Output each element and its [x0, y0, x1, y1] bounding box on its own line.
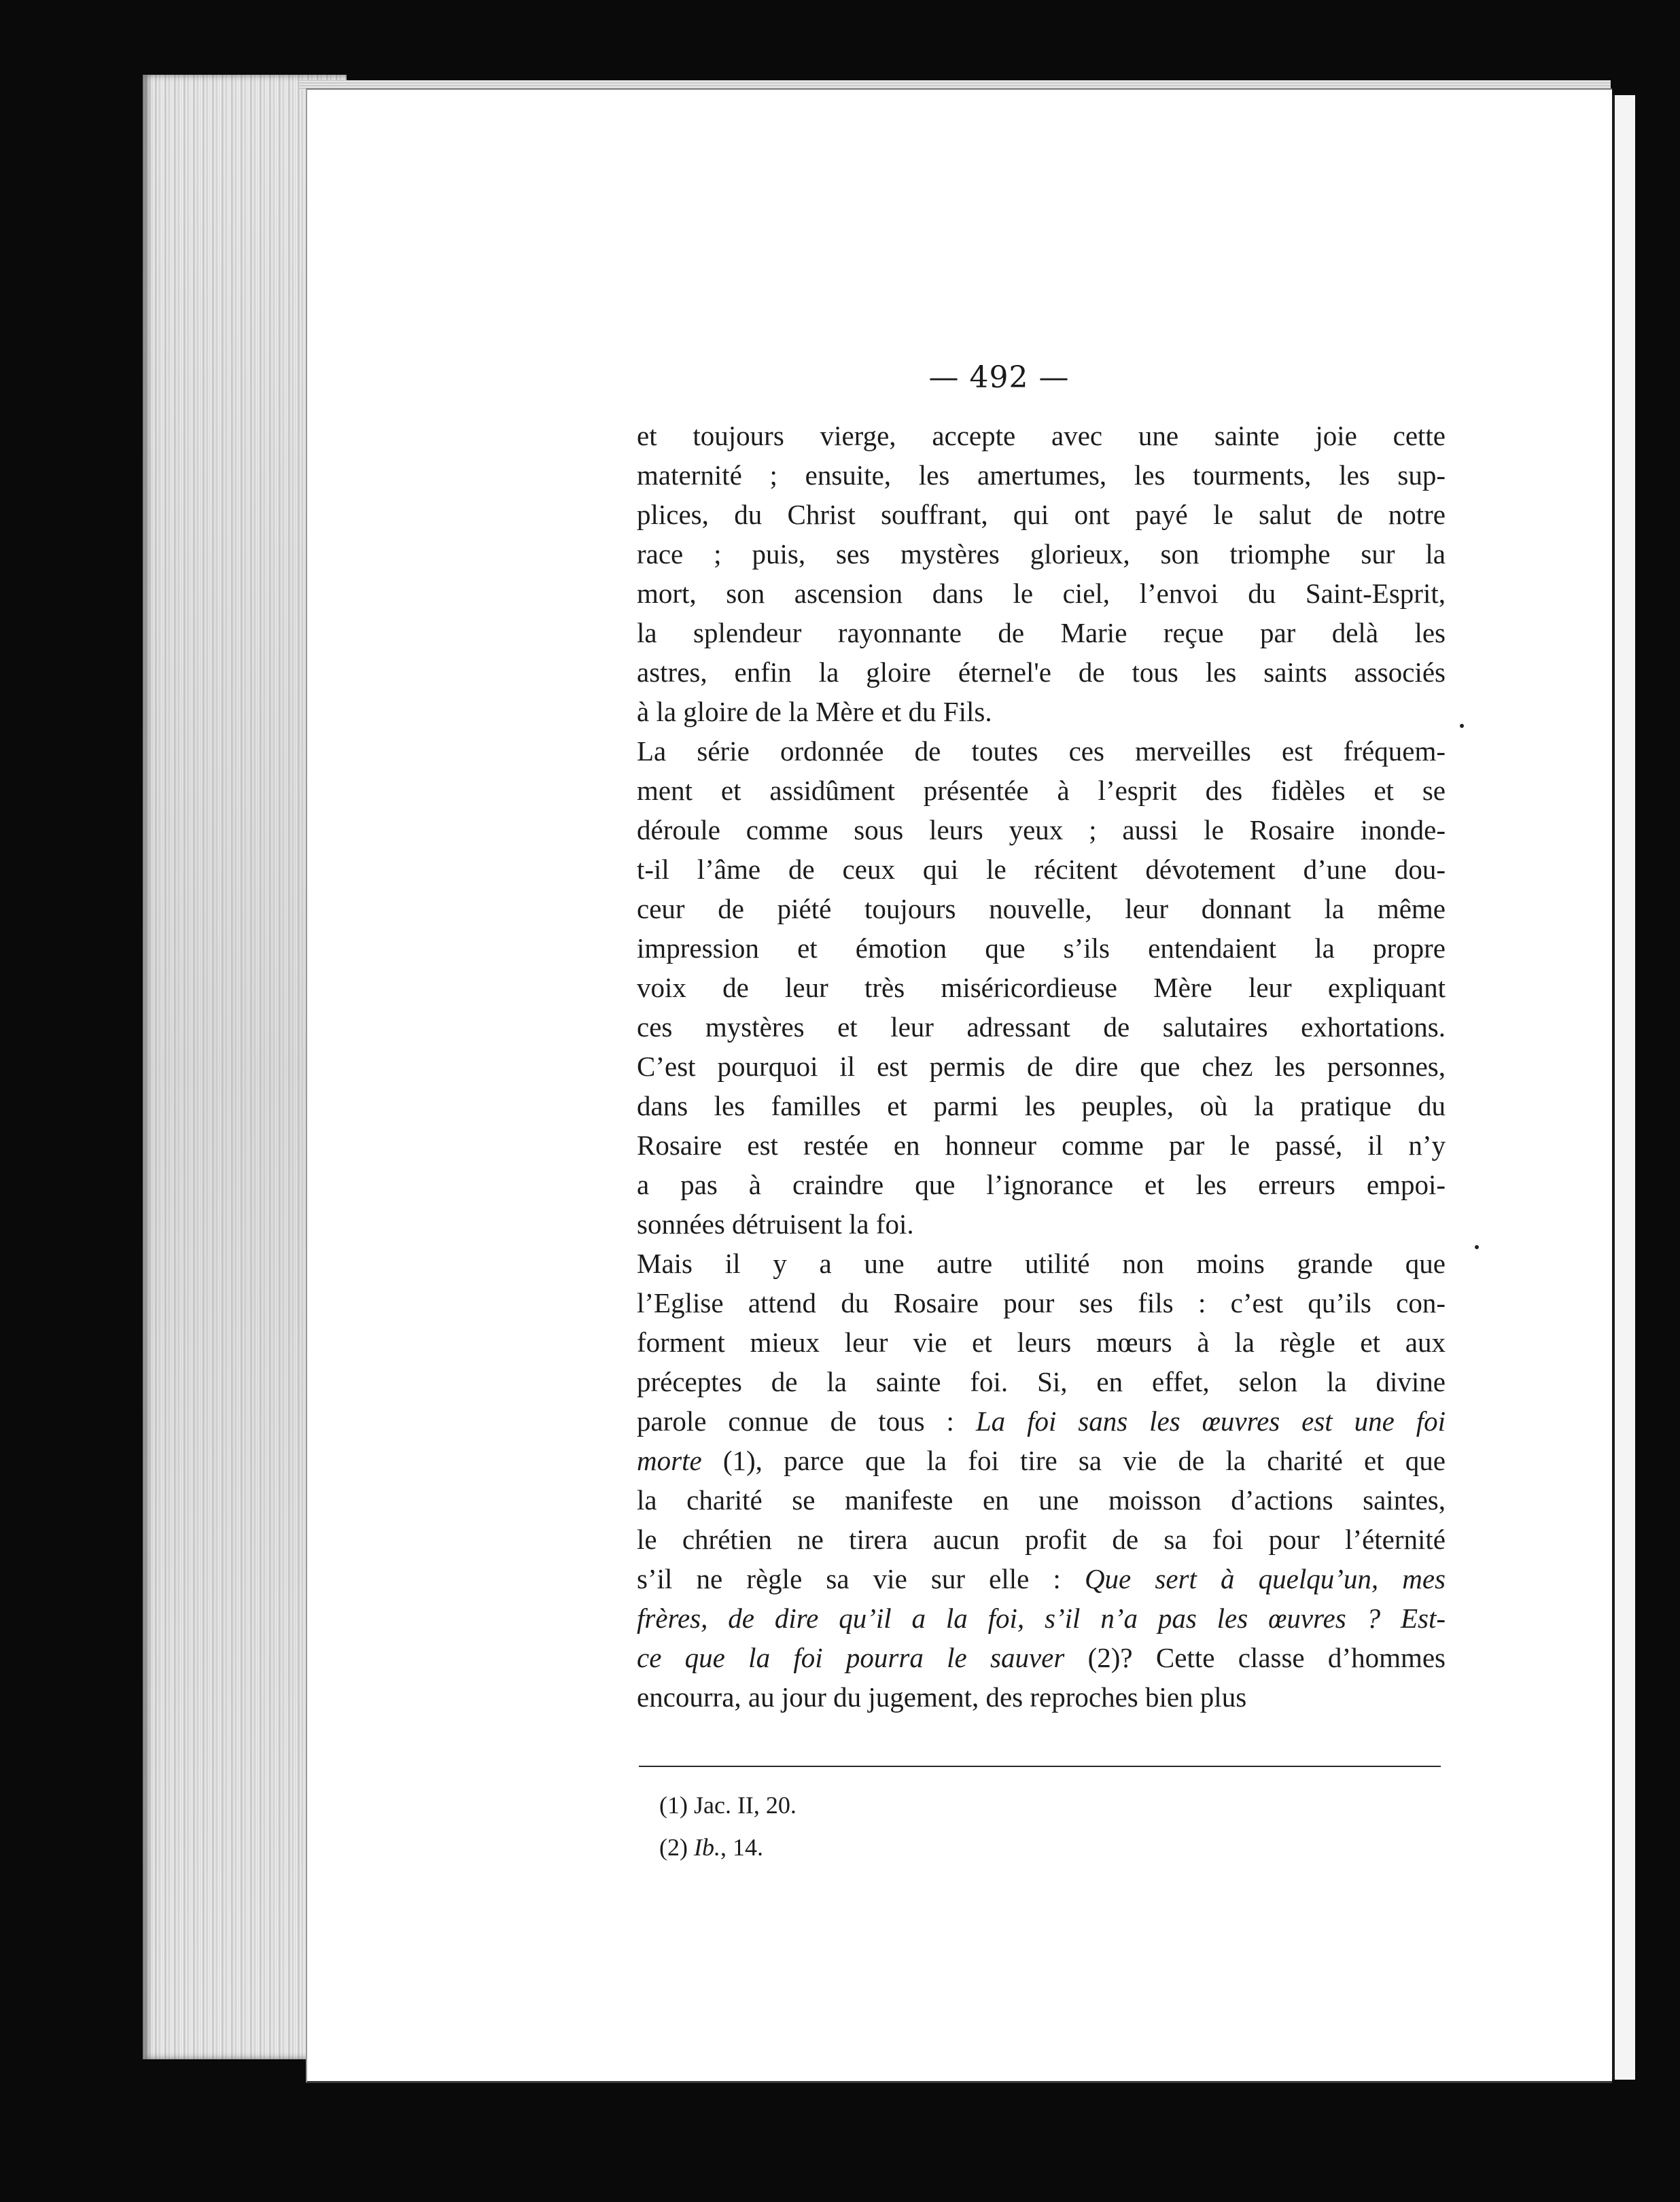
text-line: [637, 1244, 1446, 1283]
italic-text: Que sert à quelqu’un, mes: [1084, 1563, 1446, 1594]
scan-speck: [1475, 1245, 1479, 1249]
text-line: [637, 771, 1446, 810]
text-run: et toujours vierge, accepte avec une sainte joie cette: [637, 420, 1446, 451]
text-run: déroule comme sous leurs yeux ; aussi le Rosaire inonde-: [637, 814, 1446, 845]
text-run: voix de leur très miséricordieuse Mère leur expliquant: [637, 972, 1446, 1003]
text-line: [637, 731, 1446, 771]
text-line: [637, 1480, 1446, 1520]
text-run: parole connue de tous :: [637, 1405, 976, 1437]
text-line: [637, 928, 1446, 968]
text-line: [637, 455, 1446, 495]
text-line: [637, 1441, 1446, 1480]
text-run: sonnées détruisent la foi.: [637, 1208, 914, 1240]
text-line: [637, 1638, 1446, 1677]
footnote: [659, 1826, 797, 1868]
text-run: plices, du Christ souffrant, qui ont payé le salut de notre: [637, 499, 1446, 530]
text-run: la charité se manifeste en une moisson d’actions saintes,: [637, 1484, 1446, 1516]
text-line: [637, 534, 1446, 574]
text-line: [637, 1086, 1446, 1125]
text-run: le chrétien ne tirera aucun profit de sa foi pour l’éternité: [637, 1524, 1446, 1555]
italic-text: La foi sans les œuvres est une foi: [975, 1405, 1446, 1437]
text-line: [637, 1401, 1446, 1441]
italic-text: frères, de dire qu’il a la foi, s’il n’a pas les œuvres ? Est-: [637, 1603, 1446, 1634]
scan-speck: [1460, 724, 1464, 728]
text-run: maternité ; ensuite, les amertumes, les tourments, les sup-: [637, 459, 1446, 491]
text-line: [637, 1283, 1446, 1323]
text-line: [637, 1165, 1446, 1204]
italic-text: Ib.: [693, 1834, 720, 1861]
text-run: préceptes de la sainte foi. Si, en effet, selon la divine: [637, 1366, 1446, 1397]
text-line: [637, 652, 1446, 692]
text-line: [637, 416, 1446, 455]
text-run: astres, enfin la gloire éternel'e de tous les saints associés: [637, 657, 1446, 688]
text-line: [637, 692, 1446, 731]
text-run: impression et émotion que s’ils entendaient la propre: [637, 932, 1446, 964]
text-run: , 14.: [720, 1834, 763, 1861]
text-line: [637, 1323, 1446, 1362]
text-line: [637, 1559, 1446, 1598]
text-run: C’est pourquoi il est permis de dire que chez les personnes,: [637, 1051, 1446, 1082]
footnote: [659, 1784, 797, 1826]
text-run: l’Eglise attend du Rosaire pour ses fils : c’est qu’ils con-: [637, 1287, 1446, 1318]
text-line: [637, 1520, 1446, 1559]
text-run: ment et assidûment présentée à l’esprit des fidèles et se: [637, 775, 1446, 806]
text-run: (1) Jac. II, 20.: [659, 1792, 797, 1819]
text-run: à la gloire de la Mère et du Fils.: [637, 696, 992, 727]
italic-text: morte: [637, 1445, 702, 1476]
text-line: [637, 1125, 1446, 1165]
text-run: Rosaire est restée en honneur comme par le passé, il n’y: [637, 1130, 1446, 1161]
text-run: (1), parce que la foi tire sa vie de la charité et que: [701, 1445, 1446, 1476]
italic-text: ce que la foi pourra le sauver: [637, 1642, 1065, 1673]
text-run: encourra, au jour du jugement, des reproches bien plus: [637, 1681, 1247, 1713]
text-run: a pas à craindre que l’ignorance et les erreurs empoi-: [637, 1169, 1446, 1200]
text-line: [637, 1598, 1446, 1638]
text-run: ces mystères et leur adressant de salutaires exhortations.: [637, 1011, 1446, 1043]
text-run: s’il ne règle sa vie sur elle :: [637, 1563, 1085, 1594]
text-run: (2)? Cette classe d’hommes: [1064, 1642, 1446, 1673]
text-run: forment mieux leur vie et leurs mœurs à la règle et aux: [637, 1327, 1446, 1358]
text-line: [637, 574, 1446, 613]
text-line: [637, 1677, 1446, 1717]
text-run: ceur de piété toujours nouvelle, leur donnant la même: [637, 893, 1446, 924]
text-run: Mais il y a une autre utilité non moins grande que: [637, 1248, 1446, 1279]
text-run: (2): [659, 1834, 694, 1861]
text-line: [637, 1047, 1446, 1086]
text-line: [637, 495, 1446, 534]
footnotes: [659, 1784, 797, 1868]
page-number: — 492 —: [928, 360, 1070, 395]
text-run: race ; puis, ses mystères glorieux, son triomphe sur la: [637, 538, 1446, 570]
text-run: dans les familles et parmi les peuples, où la pratique du: [637, 1090, 1446, 1121]
text-line: [637, 1204, 1446, 1244]
text-line: [637, 1362, 1446, 1401]
body-text: [637, 416, 1446, 1717]
text-run: la splendeur rayonnante de Marie reçue par delà les: [637, 617, 1446, 648]
text-line: [637, 1007, 1446, 1047]
text-run: t-il l’âme de ceux qui le récitent dévotement d’une dou-: [637, 854, 1446, 885]
facing-page-edge: [1612, 95, 1635, 2080]
text-run: La série ordonnée de toutes ces merveilles est fréquem-: [637, 735, 1446, 767]
text-line: [637, 968, 1446, 1007]
text-run: mort, son ascension dans le ciel, l’envoi du Saint-Esprit,: [637, 578, 1446, 609]
footnote-rule: [639, 1766, 1441, 1767]
text-line: [637, 810, 1446, 850]
text-line: [637, 889, 1446, 928]
text-line: [637, 850, 1446, 889]
text-line: [637, 613, 1446, 652]
